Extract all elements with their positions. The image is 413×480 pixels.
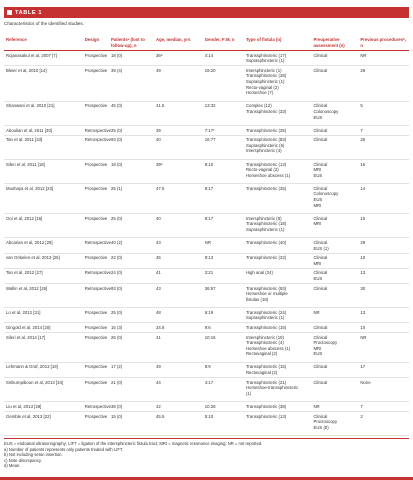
table-notes bbox=[4, 441, 409, 468]
table-cell: Gingold et al, 2014 [20] bbox=[6, 324, 51, 330]
column-header: Patientsᵃ (lost to follow-up), n bbox=[111, 37, 145, 48]
table-cell: Clinical EUS bbox=[313, 270, 328, 281]
column-header: Age, median, yrs bbox=[155, 37, 191, 42]
table-cell: 34.8 bbox=[155, 324, 165, 330]
table-cell: Transsphincteric (93) Horseshoe or multiple fistulas (18) bbox=[245, 285, 288, 302]
table-cell: 8:10 bbox=[204, 161, 214, 167]
table-cell: Prospective bbox=[84, 334, 108, 340]
table-row bbox=[4, 126, 409, 136]
table-cell: Prospective bbox=[84, 215, 108, 221]
table-cell: 49 bbox=[155, 364, 161, 370]
table-cell: Retrospective bbox=[84, 127, 112, 133]
table-cell: 10 bbox=[360, 324, 366, 330]
table-cell: Clinical bbox=[313, 379, 328, 385]
table-cell: Clinical Proctoscopy MRI EUS bbox=[313, 334, 338, 357]
table-cell: Mushaya et al, 2012 [23] bbox=[6, 185, 54, 191]
table-cell: 13:32 bbox=[204, 103, 216, 109]
table-cell: 47.5 bbox=[155, 185, 165, 191]
table-cell: 25 (0) bbox=[111, 309, 123, 315]
table-cell: 30 bbox=[360, 285, 366, 291]
studies-table bbox=[4, 36, 409, 436]
table-cell: NR bbox=[360, 334, 367, 340]
table-cell: Ooi et al, 2012 [16] bbox=[6, 215, 43, 221]
table-cell: 24 (0) bbox=[111, 270, 123, 276]
table-cell: 13 bbox=[360, 270, 366, 276]
top-margin bbox=[4, 0, 409, 7]
table-row bbox=[4, 362, 409, 377]
table-cell: Transsphincteric (15) Rectovaginal (2) bbox=[245, 364, 287, 376]
table-cell: 41 bbox=[155, 334, 161, 340]
table-title-banner bbox=[4, 7, 409, 18]
table-cell: 10:16 bbox=[204, 334, 216, 340]
table-cell: Transsphincteric (13) Recto-vaginal (2) Horseshoe abscess (1) bbox=[245, 161, 291, 178]
table-cell: Prospective bbox=[84, 324, 108, 330]
table-cell: 21 (0) bbox=[111, 379, 123, 385]
table-cell: 45 (0) bbox=[111, 103, 123, 109]
table-cell: 7 bbox=[360, 403, 363, 409]
table-cell: 25 (0) bbox=[111, 127, 123, 133]
table-row bbox=[4, 214, 409, 238]
table-cell: Clinical MRI EUS bbox=[313, 161, 328, 178]
table-cell: Prospective bbox=[84, 364, 108, 370]
table-cell: 4:14 bbox=[204, 52, 214, 58]
table-cell: 6:19 bbox=[204, 309, 214, 315]
table-cell: High anal (24) bbox=[245, 270, 273, 276]
table-cell: Clinical EUS (1) bbox=[313, 239, 329, 251]
table-cell: 8:9 bbox=[204, 364, 211, 370]
table-cell: Prospective bbox=[84, 185, 108, 191]
table-cell: Sileri et al, 2011 [18] bbox=[6, 161, 45, 167]
table-cell: 43 bbox=[155, 239, 161, 245]
table-cell: 22 (0) bbox=[111, 255, 123, 261]
table-cell: Intersphincteric (8) Transsphincteric (18) Suprasphincteric (1) bbox=[245, 215, 287, 232]
table-cell: 9:6 bbox=[204, 324, 211, 330]
table-caption: Characteristics of the identified studies. bbox=[4, 21, 84, 26]
table-cell: 45.5 bbox=[155, 413, 165, 419]
footnote: EUS = endoanal ultrasonography; LIFT = ligation of the intersphincteric fistula tract; MRI = magnetic resonance imaging; NR = not reported. bbox=[4, 441, 263, 447]
table-cell: 44 bbox=[155, 379, 161, 385]
table-cell: Clinical bbox=[313, 127, 328, 133]
table-cell: 7 bbox=[360, 127, 363, 133]
table-cell: 39 bbox=[155, 127, 161, 133]
table-row bbox=[4, 333, 409, 363]
table-cell: 5:10 bbox=[204, 413, 214, 419]
table-cell: 36ᵈ bbox=[155, 52, 163, 58]
footnote: a) Number of patients represents only patients treated with LIFT. bbox=[4, 446, 124, 452]
table-cell: Clinical bbox=[313, 324, 328, 330]
table-cell: 93 (0) bbox=[111, 285, 123, 291]
table-cell: 5 bbox=[360, 103, 363, 109]
table-cell: 43 bbox=[155, 285, 161, 291]
table-cell: Transsphincteric (40) bbox=[245, 239, 287, 245]
table-cell: Prospective bbox=[84, 161, 108, 167]
table-cell: Wallin et al, 2012 [26] bbox=[6, 285, 48, 291]
table-cell: Transsphincteric (13) bbox=[245, 413, 287, 419]
table-label: TABLE 1 bbox=[15, 9, 43, 16]
table-cell: Retrospective bbox=[84, 285, 112, 291]
table-cell: 18 (0) bbox=[111, 52, 123, 58]
table-cell: Gemble et al, 2013 [22] bbox=[6, 413, 51, 419]
table-cell: 18 (0) bbox=[111, 161, 123, 167]
column-header: Design bbox=[84, 37, 100, 42]
table-row bbox=[4, 308, 409, 323]
table-cell: Sirikurnpiboon et al, 2013 [34] bbox=[6, 379, 64, 385]
table-cell: 29 bbox=[360, 67, 366, 73]
table-cell: 15 (0) bbox=[111, 413, 123, 419]
table-cell: 39ᵈ bbox=[155, 161, 163, 167]
table-cell: Lo et al, 2012 [31] bbox=[6, 309, 41, 315]
table-cell: Clinical Colonoscopy EUS bbox=[313, 103, 339, 120]
footnote: c) Note discrepancy. bbox=[4, 457, 42, 463]
table-cell: Transsphincteric (24) Suprasphincteric (1) bbox=[245, 309, 287, 321]
table-cell: Abcarian et al, 2012 [29] bbox=[6, 239, 53, 245]
table-header-row bbox=[4, 36, 409, 51]
table-cell: Prospective bbox=[84, 309, 108, 315]
table-cell: Prospective bbox=[84, 255, 108, 261]
table-cell: Complex (12) Transsphincteric (33) bbox=[245, 103, 287, 114]
table-cell: 16:77 bbox=[204, 137, 216, 143]
table-row bbox=[4, 101, 409, 125]
table-cell: Aboulian et al, 2011 [30] bbox=[6, 127, 53, 133]
table-cell: Transsphincteric (21) Horseshoe-transsphincteric (1) bbox=[245, 379, 299, 396]
table-cell: 45 bbox=[155, 255, 161, 261]
table-cell: NR bbox=[360, 52, 367, 58]
table-cell: 14 bbox=[360, 185, 366, 191]
table-cell: Prospective bbox=[84, 379, 108, 385]
table-cell: Retrospective bbox=[84, 137, 112, 143]
table-cell: Clinical bbox=[313, 364, 328, 370]
table-cell: Prospective bbox=[84, 103, 108, 109]
table-cell: 8:17 bbox=[204, 185, 214, 191]
table-cell: 7:17ᶜ bbox=[204, 127, 215, 133]
table-cell: 36:57 bbox=[204, 285, 216, 291]
table-cell: 10 bbox=[360, 255, 366, 261]
table-cell: Shanwani et al, 2010 [21] bbox=[6, 103, 55, 109]
table-cell: 25 (0) bbox=[111, 215, 123, 221]
column-header: Preoperative assessment (n) bbox=[313, 37, 345, 48]
table-row bbox=[4, 412, 409, 436]
table-cell: 17 (2) bbox=[111, 364, 123, 370]
table-cell: Prospective bbox=[84, 52, 108, 58]
table-cell: Sileri et al, 2014 [17] bbox=[6, 334, 46, 340]
table-cell: Transsphincteric (25) bbox=[245, 185, 287, 191]
table-cell: Prospective bbox=[84, 67, 108, 73]
table-row bbox=[4, 268, 409, 283]
table-cell: 41.5 bbox=[155, 103, 165, 109]
table-cell: Transsphincteric (22) bbox=[245, 255, 287, 261]
table-cell: Lehmann & Graf, 2013 [19] bbox=[6, 364, 58, 370]
table-row bbox=[4, 238, 409, 253]
table-cell: 40 bbox=[155, 137, 161, 143]
table-cell: 40 bbox=[155, 215, 161, 221]
table-cell: 49 bbox=[155, 67, 161, 73]
table-row bbox=[4, 66, 409, 101]
table-cell: 26 (0) bbox=[111, 334, 123, 340]
table-cell: 93 (0) bbox=[111, 137, 123, 143]
footnote: d) Mean. bbox=[4, 462, 21, 468]
table-cell: 9:13 bbox=[204, 255, 214, 261]
table-row bbox=[4, 378, 409, 402]
table-cell: Intersphincteric (19) Transsphincteric (4) Horseshoe abscess (1) Rectovaginal (2) bbox=[245, 334, 291, 357]
table-cell: Transsphincteric (83) Suprasphincteric (6) Intersphincteric (4) bbox=[245, 137, 287, 154]
table-cell: None bbox=[360, 379, 371, 385]
table-cell: NR bbox=[313, 309, 320, 315]
table-cell: 25 (1) bbox=[111, 185, 123, 191]
table-cell: Clinical bbox=[313, 285, 328, 291]
table-cell: NR bbox=[313, 403, 320, 409]
table-cell: 19:20 bbox=[204, 67, 216, 73]
table-cell: 17 bbox=[360, 364, 366, 370]
table-cell: Clinical Colonoscopy EUS MRI bbox=[313, 185, 339, 208]
table-row bbox=[4, 323, 409, 333]
table-cell: Clinical Proctoscopy EUS (8) bbox=[313, 413, 338, 430]
table-cell: 40 (2) bbox=[111, 239, 123, 245]
table-cell: 4:17 bbox=[204, 379, 214, 385]
table-cell: 10 bbox=[360, 215, 366, 221]
table-cell: Clinical bbox=[313, 67, 328, 73]
footer-rule bbox=[4, 438, 409, 439]
table-cell: 41 bbox=[155, 270, 161, 276]
table-cell: Intersphincteric (1) Transsphincteric (28) Suprasphincteric (1) Recto-vaginal (2) Horseshoe (7) bbox=[245, 67, 287, 96]
table-cell: Clinical bbox=[313, 52, 328, 58]
table-body bbox=[4, 51, 409, 436]
table-cell: Retrospective bbox=[84, 270, 112, 276]
table-cell: 48 bbox=[155, 309, 161, 315]
table-row bbox=[4, 184, 409, 214]
table-cell: 2 bbox=[360, 413, 363, 419]
table-cell: Tan et al, 2012 [27] bbox=[6, 270, 43, 276]
column-header: Type of fistula (n) bbox=[245, 37, 282, 42]
table-cell: Transsphincteric (15) bbox=[245, 324, 287, 330]
table-cell: Clinical MRI bbox=[313, 255, 328, 266]
table-cell: Liu et al, 2013 [28] bbox=[6, 403, 42, 409]
table-cell: Tan et al, 2011 [33] bbox=[6, 137, 43, 143]
table-cell: 38 (0) bbox=[111, 403, 123, 409]
table-cell: NR bbox=[204, 239, 211, 245]
table-cell: Transsphincteric (38) bbox=[245, 403, 287, 409]
table-row bbox=[4, 284, 409, 308]
table-cell: Prospective bbox=[84, 413, 108, 419]
table-cell: 8:17 bbox=[204, 215, 214, 221]
table-row bbox=[4, 135, 409, 159]
footnote: b) Not including seton insertion. bbox=[4, 452, 63, 458]
column-header: Previous proceduresᵇ, n bbox=[360, 37, 406, 48]
table-cell: 26 bbox=[360, 137, 366, 143]
table-cell: 16 bbox=[360, 161, 366, 167]
table-cell: Clinical MRI bbox=[313, 215, 328, 227]
table-cell: 3:21 bbox=[204, 270, 214, 276]
table-cell: 15 (3) bbox=[111, 324, 123, 330]
column-header: Gender, F:M, n bbox=[204, 37, 235, 42]
table-cell: Transsphincteric (25) bbox=[245, 127, 287, 133]
table-cell: van Onkelen et al, 2013 [25] bbox=[6, 255, 60, 261]
table-cell: 42 bbox=[155, 403, 161, 409]
table-cell: Retrospective bbox=[84, 239, 112, 245]
table-row bbox=[4, 253, 409, 268]
table-row bbox=[4, 160, 409, 184]
table-cell: 13 bbox=[360, 309, 366, 315]
table-cell: Retrospective bbox=[84, 403, 112, 409]
table-row bbox=[4, 402, 409, 412]
column-header: Reference bbox=[6, 37, 27, 42]
table-row bbox=[4, 51, 409, 66]
square-icon bbox=[7, 10, 12, 15]
table-cell: Bleier et al, 2010 [14] bbox=[6, 67, 47, 73]
table-cell: Rojanasakul et al, 2007 [7] bbox=[6, 52, 57, 58]
table-cell: Transsphincteric (17) Suprasphincteric (1) bbox=[245, 52, 287, 64]
table-cell: 10:28 bbox=[204, 403, 216, 409]
table-cell: 39 (4) bbox=[111, 67, 123, 73]
table-cell: 29 bbox=[360, 239, 366, 245]
table-cell: Clinical bbox=[313, 137, 328, 143]
